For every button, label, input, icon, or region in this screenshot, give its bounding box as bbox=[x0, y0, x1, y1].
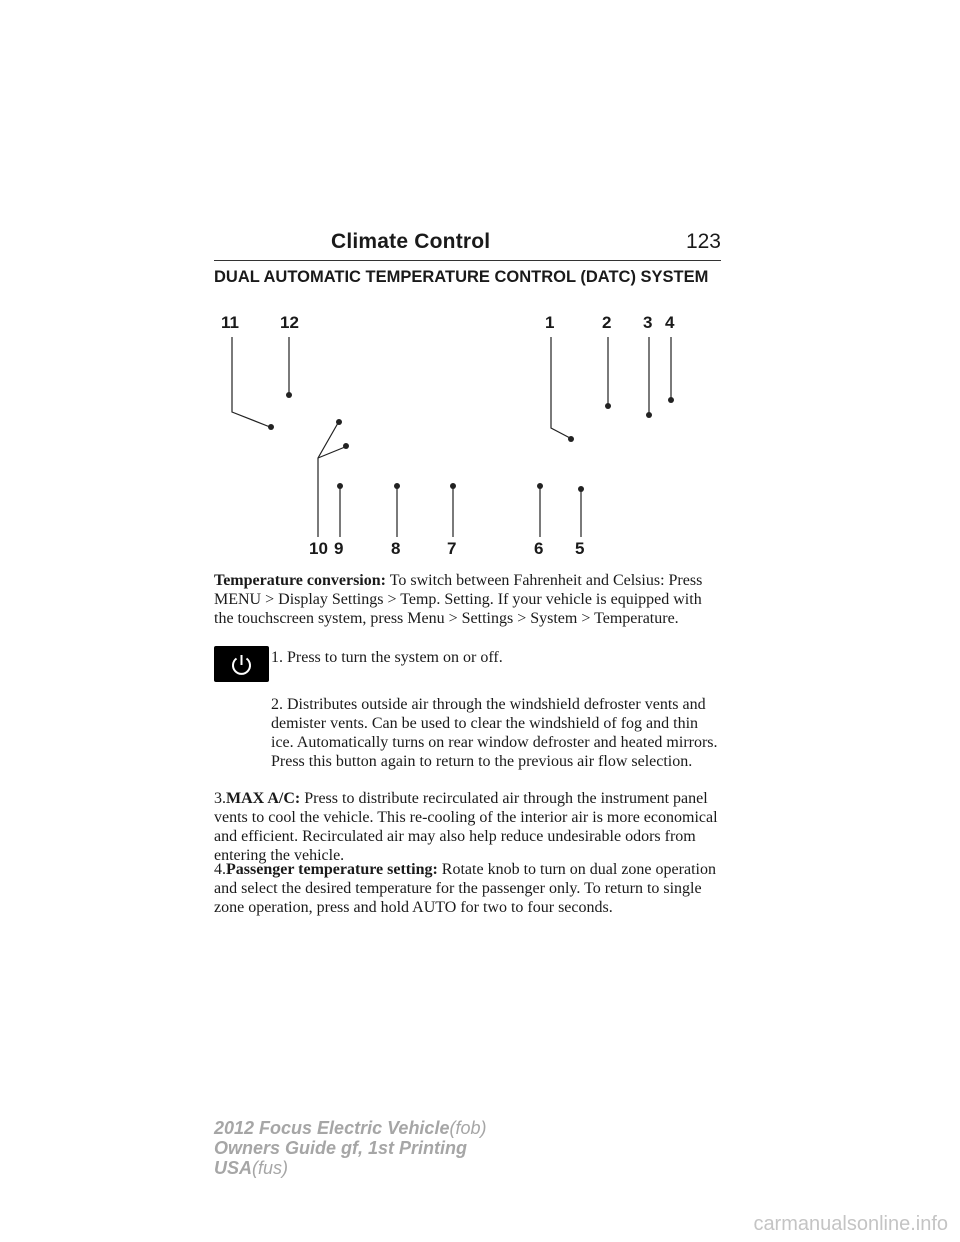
leader-dot-6 bbox=[537, 483, 543, 489]
leader-dot-10b bbox=[343, 443, 349, 449]
leader-dot-12 bbox=[286, 392, 292, 398]
callout-7: 7 bbox=[447, 539, 457, 558]
power-icon bbox=[214, 646, 269, 682]
item-4-number: 4. bbox=[214, 861, 226, 878]
item-3-number: 3. bbox=[214, 790, 226, 807]
temp-conversion-paragraph bbox=[214, 571, 724, 628]
callout-4: 4 bbox=[665, 313, 675, 332]
callout-1: 1 bbox=[545, 313, 555, 332]
footer-guide: Owners Guide gf, 1st Printing bbox=[214, 1138, 468, 1158]
callout-8: 8 bbox=[391, 539, 401, 558]
footer-market-code: (fus) bbox=[252, 1158, 289, 1178]
leader-dot-3 bbox=[646, 412, 652, 418]
leader-dot-5 bbox=[578, 486, 584, 492]
leader-dot-11 bbox=[268, 424, 274, 430]
item-4-text: Rotate knob to turn on dual zone operation and select the desired temperature for the passenger only. To return to single zone operation, press and hold AUTO for two to four seconds. bbox=[214, 861, 716, 916]
item-4-paragraph bbox=[214, 860, 724, 917]
item-3-text: Press to distribute recirculated air through the instrument panel vents to cool the vehicle. This re-cooling of the interior air is more economical and efficient. Recirculated air may also help reduce undesirable odors from entering the vehicle. bbox=[214, 790, 718, 864]
callout-11: 11 bbox=[221, 313, 239, 332]
item-3-label: MAX A/C: bbox=[226, 790, 301, 807]
leader-line-1 bbox=[551, 337, 570, 438]
callout-9: 9 bbox=[334, 539, 344, 558]
page-footer bbox=[214, 1118, 486, 1178]
item-4-label: Passenger temperature setting: bbox=[226, 861, 438, 878]
footer-model: 2012 Focus Electric Vehicle bbox=[214, 1118, 450, 1138]
page-number: 123 bbox=[685, 230, 721, 253]
leader-dot-7 bbox=[450, 483, 456, 489]
callout-diagram bbox=[0, 0, 960, 560]
footer-model-code: (fob) bbox=[449, 1118, 487, 1138]
callout-10: 10 bbox=[309, 539, 328, 558]
section-heading: DUAL AUTOMATIC TEMPERATURE CONTROL (DATC) SYSTEM bbox=[214, 268, 709, 286]
callout-6: 6 bbox=[534, 539, 544, 558]
section-title: Climate Control bbox=[331, 230, 491, 253]
leader-line-11 bbox=[232, 337, 270, 427]
leader-dot-2 bbox=[605, 403, 611, 409]
leader-dot-10a bbox=[336, 419, 342, 425]
temp-conversion-label: Temperature conversion: bbox=[214, 572, 386, 589]
callout-12: 12 bbox=[280, 313, 299, 332]
power-button-icon bbox=[214, 646, 269, 682]
leader-dot-4 bbox=[668, 397, 674, 403]
temp-conversion-text: To switch between Fahrenheit and Celsius: Press MENU > Display Settings > Temp. Setting. If your vehicle is equipped with the touchscreen system, press Menu > Settings > System > Temperature. bbox=[214, 572, 703, 627]
callout-2: 2 bbox=[602, 313, 612, 332]
leader-line-10b bbox=[318, 447, 345, 458]
item-2-text bbox=[271, 695, 724, 771]
item-1-text: 1. Press to turn the system on or off. bbox=[271, 649, 503, 666]
leader-dot-1 bbox=[568, 436, 574, 442]
callout-5: 5 bbox=[575, 539, 585, 558]
footer-market: USA bbox=[214, 1158, 253, 1178]
leader-dot-8 bbox=[394, 483, 400, 489]
leader-line-10a bbox=[318, 423, 338, 537]
item-2-body: 2. Distributes outside air through the windshield defroster vents and demister vents. Can be used to clear the windshield of fog and thin ice. Automatically turns on rear window defroster and heated mirrors. Press this button again to return to the previous air flow selection. bbox=[271, 696, 718, 770]
callout-3: 3 bbox=[643, 313, 653, 332]
leader-dot-9 bbox=[337, 483, 343, 489]
watermark: carmanualsonline.info bbox=[753, 1213, 948, 1235]
item-3-paragraph bbox=[214, 789, 724, 865]
